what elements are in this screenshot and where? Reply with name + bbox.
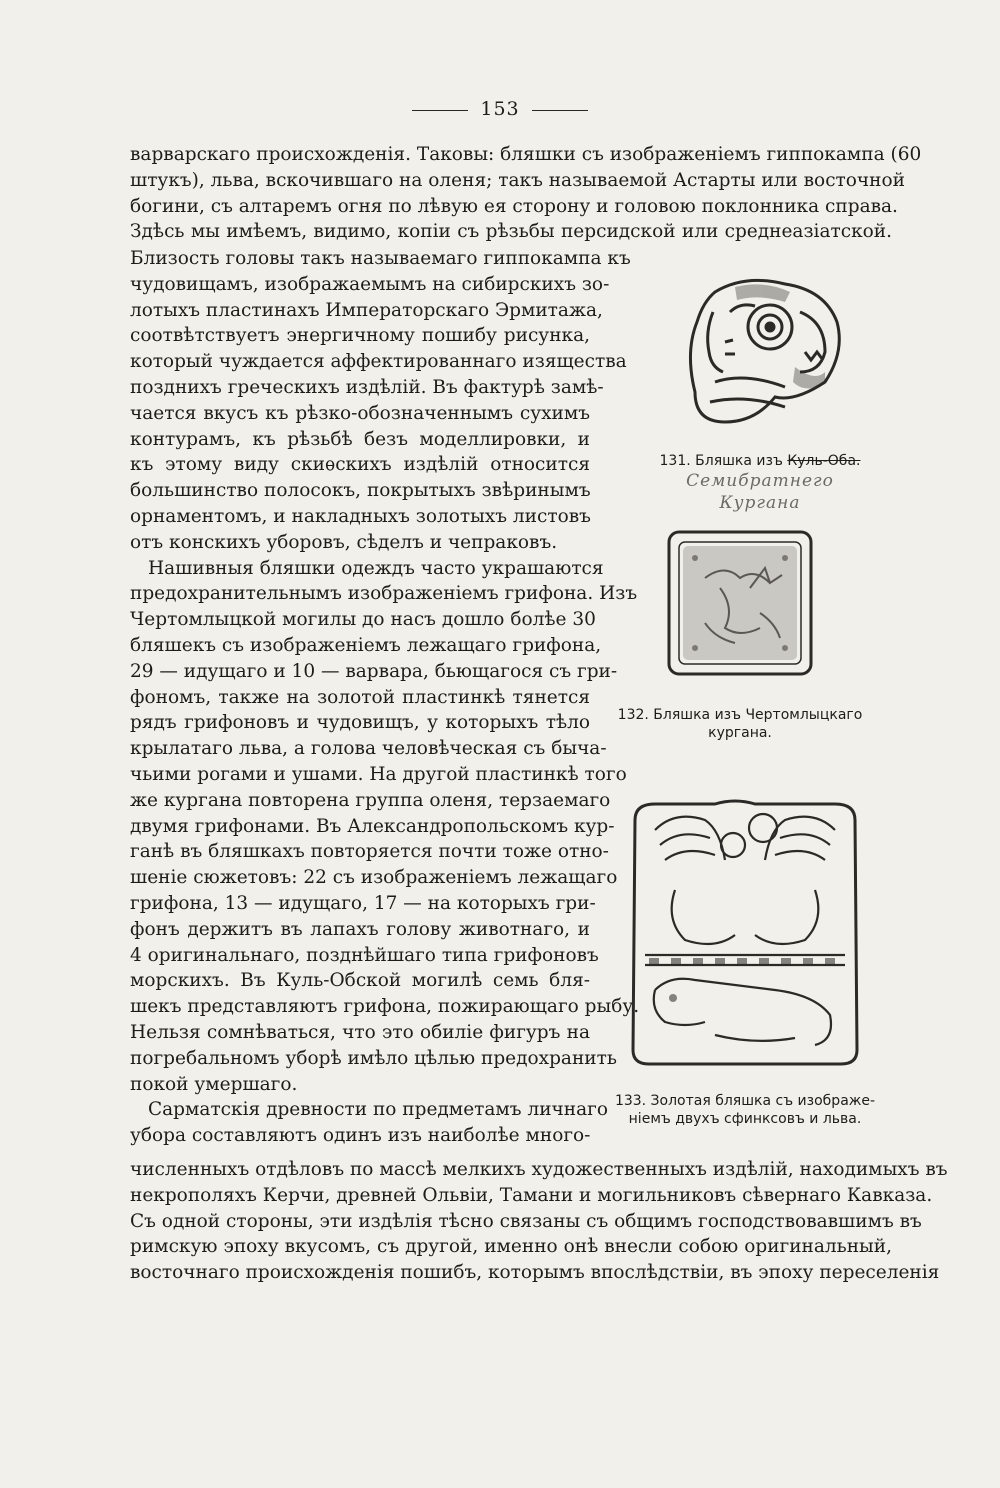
figure-133-caption xyxy=(600,1092,890,1128)
handwritten-line: Семибратнего xyxy=(686,471,834,491)
text-line: орнаментомъ, и накладныхъ золотыхъ листовъ xyxy=(130,505,591,527)
text-line: который чуждается аффектированнаго изящества xyxy=(130,351,627,373)
text-line: Близость головы такъ называемаго гиппокампа къ xyxy=(130,248,631,269)
figure-131 xyxy=(640,272,880,514)
figure-131-caption xyxy=(640,452,880,470)
text-line: рядъ грифоновъ и чудовищъ, у которыхъ тѣло xyxy=(130,712,590,734)
figure-132 xyxy=(600,528,880,742)
text-line: варварскаго происхожденія. Таковы: бляшки съ изображеніемъ гиппокампа (60 xyxy=(130,144,922,165)
figure-133-caption-line: ніемъ двухъ сфинксовъ и льва. xyxy=(628,1111,862,1127)
text-line: Здѣсь мы имѣемъ, видимо, копіи съ рѣзьбы персидской или среднеазіатской. xyxy=(130,221,892,243)
folio-rule-right xyxy=(532,110,588,111)
text-line: отъ конскихъ уборовъ, сѣделъ и чепраковъ. xyxy=(130,531,558,553)
figure-133 xyxy=(600,790,890,1128)
plaque-133-image xyxy=(615,790,875,1070)
text-line: Нашивныя бляшки одеждъ часто украшаются xyxy=(148,557,604,579)
figure-131-caption-struck: Куль-Оба. xyxy=(787,453,861,469)
figure-132-caption-line: кургана. xyxy=(708,725,772,741)
text-line: штукъ), льва, вскочившаго на оленя; такъ называемой Астарты или восточной xyxy=(130,169,905,191)
text-line: погребальномъ уборѣ имѣло цѣлью предохранить xyxy=(130,1047,617,1069)
page-number-text: 153 xyxy=(480,98,520,120)
text-line: богини, съ алтаремъ огня по лѣвую ея сторону и головою поклонника справа. xyxy=(130,195,898,217)
page-number xyxy=(0,98,1000,120)
bottom-paragraph xyxy=(130,1157,948,1286)
text-line: Съ одной стороны, эти издѣлія тѣсно связаны съ общимъ господствовавшимъ въ xyxy=(130,1210,922,1232)
text-line: шекъ представляютъ грифона, пожирающаго рыбу. xyxy=(130,996,640,1018)
plaque-132-image xyxy=(665,528,815,678)
text-line: некрополяхъ Керчи, древней Ольвіи, Тамани и могильниковъ сѣвернаго Кавказа. xyxy=(130,1184,933,1206)
plaque-131-image xyxy=(675,272,845,432)
text-line: 29 — идущаго и 10 — варвара, бьющагося съ гри- xyxy=(130,660,618,682)
text-line: чудовищамъ, изображаемымъ на сибирскихъ зо- xyxy=(130,273,610,295)
figure-132-caption-line: 132. Бляшка изъ Чертомлыцкаго xyxy=(617,707,863,723)
left-column-text xyxy=(130,246,640,1149)
figure-131-handwritten-note xyxy=(640,470,880,514)
text-line: убора составляютъ одинъ изъ наиболѣе много- xyxy=(130,1125,591,1147)
text-line: численныхъ отдѣловъ по массѣ мелкихъ художественныхъ издѣлій, находимыхъ въ xyxy=(130,1159,948,1180)
text-line: двумя грифонами. Въ Александропольскомъ кур- xyxy=(130,815,615,837)
figure-131-number: 131. xyxy=(659,453,691,469)
text-line: предохранительнымъ изображеніемъ грифона. Изъ xyxy=(130,583,638,605)
text-line: крылатаго льва, а голова человѣческая съ быча- xyxy=(130,738,607,760)
text-line: 4 оригинальнаго, позднѣйшаго типа грифоновъ xyxy=(130,944,599,966)
text-line: бляшекъ съ изображеніемъ лежащаго грифона, xyxy=(130,634,602,656)
text-line: шеніе сюжетовъ: 22 съ изображеніемъ лежащаго xyxy=(130,867,618,889)
text-line: чьими рогами и ушами. На другой пластинкѣ того xyxy=(130,763,627,785)
text-line: соотвѣтствуетъ энергичному пошибу рисунка, xyxy=(130,325,590,347)
text-line: Чертомлыцкой могилы до насъ дошло болѣе 30 xyxy=(130,609,596,631)
top-paragraph xyxy=(130,142,922,245)
folio-rule-left xyxy=(412,110,468,111)
text-line: къ этому виду скиѳскихъ издѣлій относится xyxy=(130,454,590,476)
text-line: покой умершаго. xyxy=(130,1073,298,1095)
text-line: Сарматскія древности по предметамъ личнаго xyxy=(148,1099,608,1121)
text-line: фономъ, также на золотой пластинкѣ тянется xyxy=(130,686,590,708)
text-line: Нельзя сомнѣваться, что это обиліе фигуръ на xyxy=(130,1021,590,1043)
text-line: позднихъ греческихъ издѣлій. Въ фактурѣ замѣ- xyxy=(130,376,604,398)
text-line: же кургана повторена группа оленя, терзаемаго xyxy=(130,789,611,811)
text-line: фонъ держитъ въ лапахъ голову животнаго, и xyxy=(130,918,590,940)
text-line: римскую эпоху вкусомъ, съ другой, именно онѣ внесли собою оригинальный, xyxy=(130,1236,892,1258)
text-line: восточнаго происхожденія пошибъ, которымъ впослѣдствіи, въ эпоху переселенія xyxy=(130,1262,940,1284)
figure-131-caption-prefix: Бляшка изъ xyxy=(695,453,783,469)
text-line: контурамъ, къ рѣзьбѣ безъ моделлировки, и xyxy=(130,428,590,450)
text-line: большинство полосокъ, покрытыхъ звѣринымъ xyxy=(130,480,591,502)
text-line: чается вкусъ къ рѣзко-обозначеннымъ сухимъ xyxy=(130,402,590,424)
figure-132-caption xyxy=(600,706,880,742)
figure-133-caption-line: 133. Золотая бляшка съ изображе- xyxy=(614,1093,876,1109)
text-line: грифона, 13 — идущаго, 17 — на которыхъ гри- xyxy=(130,892,596,914)
text-line: ганѣ въ бляшкахъ повторяется почти тоже отно- xyxy=(130,841,609,863)
handwritten-line: Кургана xyxy=(719,493,801,513)
text-line: лотыхъ пластинахъ Императорскаго Эрмитажа, xyxy=(130,299,603,321)
text-line: морскихъ. Въ Куль-Обской могилѣ семь бля- xyxy=(130,970,590,992)
